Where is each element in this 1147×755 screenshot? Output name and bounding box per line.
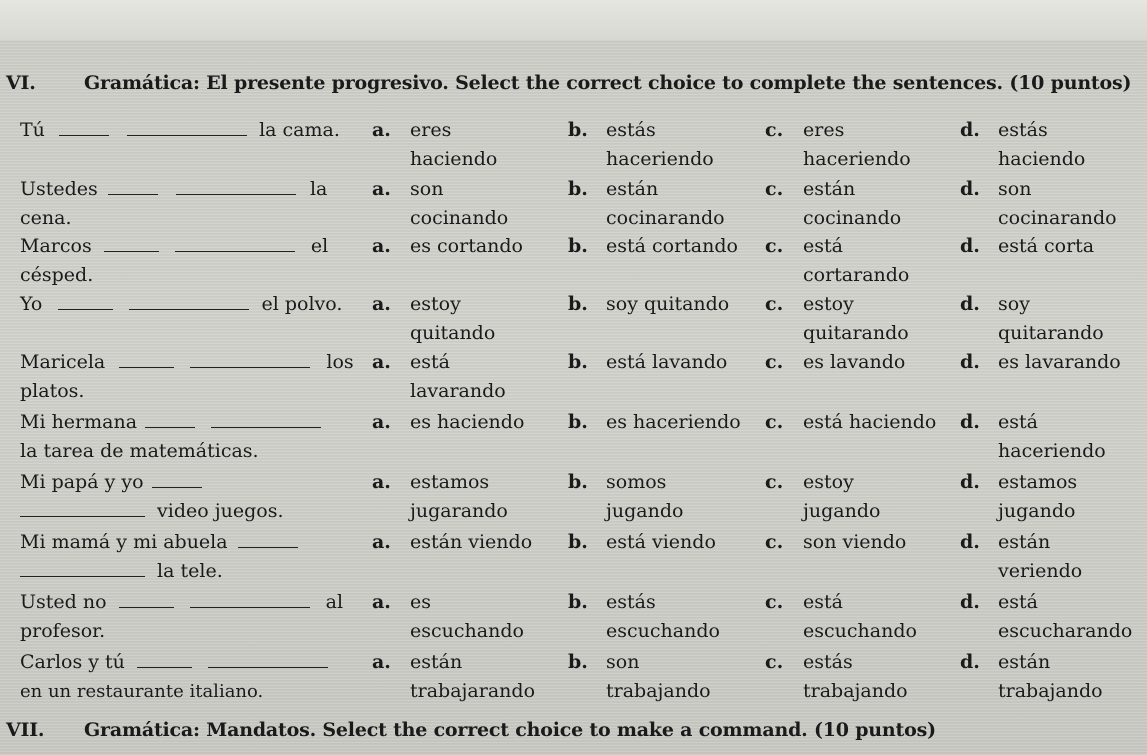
- answer-blank: [208, 649, 328, 668]
- option-b[interactable]: b. está cortando: [568, 235, 738, 257]
- answer-blank: [127, 117, 247, 136]
- option-b[interactable]: b. estás escuchando: [568, 591, 720, 642]
- question-2-stem-continued: cena.: [20, 207, 72, 229]
- answer-blank: [238, 529, 298, 548]
- option-c[interactable]: c. está cortarando: [765, 235, 910, 286]
- option-a[interactable]: a. están viendo: [372, 531, 533, 553]
- option-a[interactable]: a. están trabajarando: [372, 651, 536, 702]
- option-a[interactable]: a. estamos jugarando: [372, 471, 508, 522]
- question-10: [0, 648, 1147, 708]
- answer-blank: [119, 589, 174, 608]
- answer-blank: [20, 558, 145, 577]
- option-d[interactable]: d. está escucharando: [960, 591, 1133, 642]
- question-9: [0, 588, 1147, 648]
- option-a[interactable]: a. estoy quitando: [372, 293, 496, 344]
- section-7-number: VII.: [6, 719, 45, 741]
- question-2: [0, 175, 1147, 235]
- question-1-stem: Tú la cama.: [20, 119, 340, 141]
- option-c[interactable]: c. estoy quitarando: [765, 293, 909, 344]
- question-4-stem: Yo el polvo.: [20, 293, 343, 315]
- option-b[interactable]: b. estás haceriendo: [568, 119, 714, 170]
- question-9-stem-continued: profesor.: [20, 620, 106, 642]
- option-c[interactable]: c. son viendo: [765, 531, 907, 553]
- option-d[interactable]: d. están veriendo: [960, 531, 1083, 582]
- option-a[interactable]: a. está lavarando: [372, 351, 506, 402]
- option-d[interactable]: d. estás haciendo: [960, 119, 1086, 170]
- option-b[interactable]: b. están cocinarando: [568, 178, 725, 229]
- question-8-stem: Mi mamá y mi abuela: [20, 528, 298, 557]
- answer-blank: [108, 176, 158, 195]
- question-6-stem-continued: la tarea de matemáticas.: [20, 440, 259, 462]
- question-10-stem: Carlos y tú: [20, 648, 328, 677]
- option-d[interactable]: d. soy quitarando: [960, 293, 1104, 344]
- answer-blank: [175, 233, 295, 252]
- answer-blank: [176, 176, 296, 195]
- question-4: [0, 290, 1147, 350]
- answer-blank: [129, 291, 249, 310]
- question-3-stem: Marcos el: [20, 235, 329, 257]
- option-b[interactable]: b. es haceriendo: [568, 411, 741, 433]
- answer-blank: [211, 409, 321, 428]
- answer-blank: [20, 498, 145, 517]
- option-a[interactable]: a. es escuchando: [372, 591, 524, 642]
- question-8: [0, 528, 1147, 588]
- option-d[interactable]: d. está haceriendo: [960, 411, 1106, 462]
- option-d[interactable]: d. son cocinarando: [960, 178, 1117, 229]
- question-6: [0, 408, 1147, 468]
- question-7: [0, 468, 1147, 528]
- question-3-stem-continued: césped.: [20, 264, 94, 286]
- question-5-stem-continued: platos.: [20, 380, 85, 402]
- option-b[interactable]: b. está lavando: [568, 351, 728, 373]
- answer-blank: [58, 291, 113, 310]
- question-5: [0, 348, 1147, 408]
- option-c[interactable]: c. están cocinando: [765, 178, 902, 229]
- option-a[interactable]: a. es cortando: [372, 235, 523, 257]
- section-7-title: Gramática: Mandatos. Select the correct choice to make a command. (10 puntos): [84, 719, 936, 741]
- option-c[interactable]: c. eres haceriendo: [765, 119, 911, 170]
- answer-blank: [137, 649, 192, 668]
- option-a[interactable]: a. son cocinando: [372, 178, 509, 229]
- question-2-stem: Ustedes la: [20, 178, 328, 200]
- answer-blank: [190, 349, 310, 368]
- option-b[interactable]: b. son trabajando: [568, 651, 711, 702]
- option-c[interactable]: c. estoy jugando: [765, 471, 881, 522]
- option-c[interactable]: c. está escuchando: [765, 591, 917, 642]
- question-6-stem: Mi hermana: [20, 408, 321, 437]
- question-1: [0, 116, 1147, 176]
- answer-blank: [145, 409, 195, 428]
- question-8-stem-continued: la tele.: [20, 557, 223, 586]
- question-9-stem: Usted no al: [20, 591, 344, 613]
- question-10-stem-continued: en un restaurante italiano.: [20, 681, 264, 702]
- answer-blank: [190, 589, 310, 608]
- answer-blank: [152, 469, 202, 488]
- answer-blank: [104, 233, 159, 252]
- option-c[interactable]: c. es lavando: [765, 351, 906, 373]
- question-7-stem: Mi papá y yo: [20, 468, 202, 497]
- section-6-number: VI.: [6, 72, 36, 94]
- option-b[interactable]: b. soy quitando: [568, 293, 730, 315]
- answer-blank: [119, 349, 174, 368]
- section-6-heading: [6, 72, 1131, 94]
- option-c[interactable]: c. está haciendo: [765, 411, 937, 433]
- option-b[interactable]: b. está viendo: [568, 531, 716, 553]
- option-a[interactable]: a. es haciendo: [372, 411, 525, 433]
- question-3: [0, 232, 1147, 292]
- section-6-title: Gramática: El presente progresivo. Select the correct choice to complete the sentences. (10 puntos): [84, 72, 1132, 94]
- answer-blank: [59, 117, 109, 136]
- option-d[interactable]: d. está corta: [960, 235, 1095, 257]
- section-7-heading: [6, 719, 936, 741]
- option-d[interactable]: d. es lavarando: [960, 351, 1121, 373]
- option-a[interactable]: a. eres haciendo: [372, 119, 498, 170]
- option-c[interactable]: c. estás trabajando: [765, 651, 908, 702]
- top-margin: [0, 0, 1147, 40]
- question-5-stem: Maricela los: [20, 351, 354, 373]
- option-d[interactable]: d. estamos jugando: [960, 471, 1078, 522]
- option-d[interactable]: d. están trabajando: [960, 651, 1103, 702]
- option-b[interactable]: b. somos jugando: [568, 471, 684, 522]
- question-7-stem-continued: video juegos.: [20, 497, 284, 526]
